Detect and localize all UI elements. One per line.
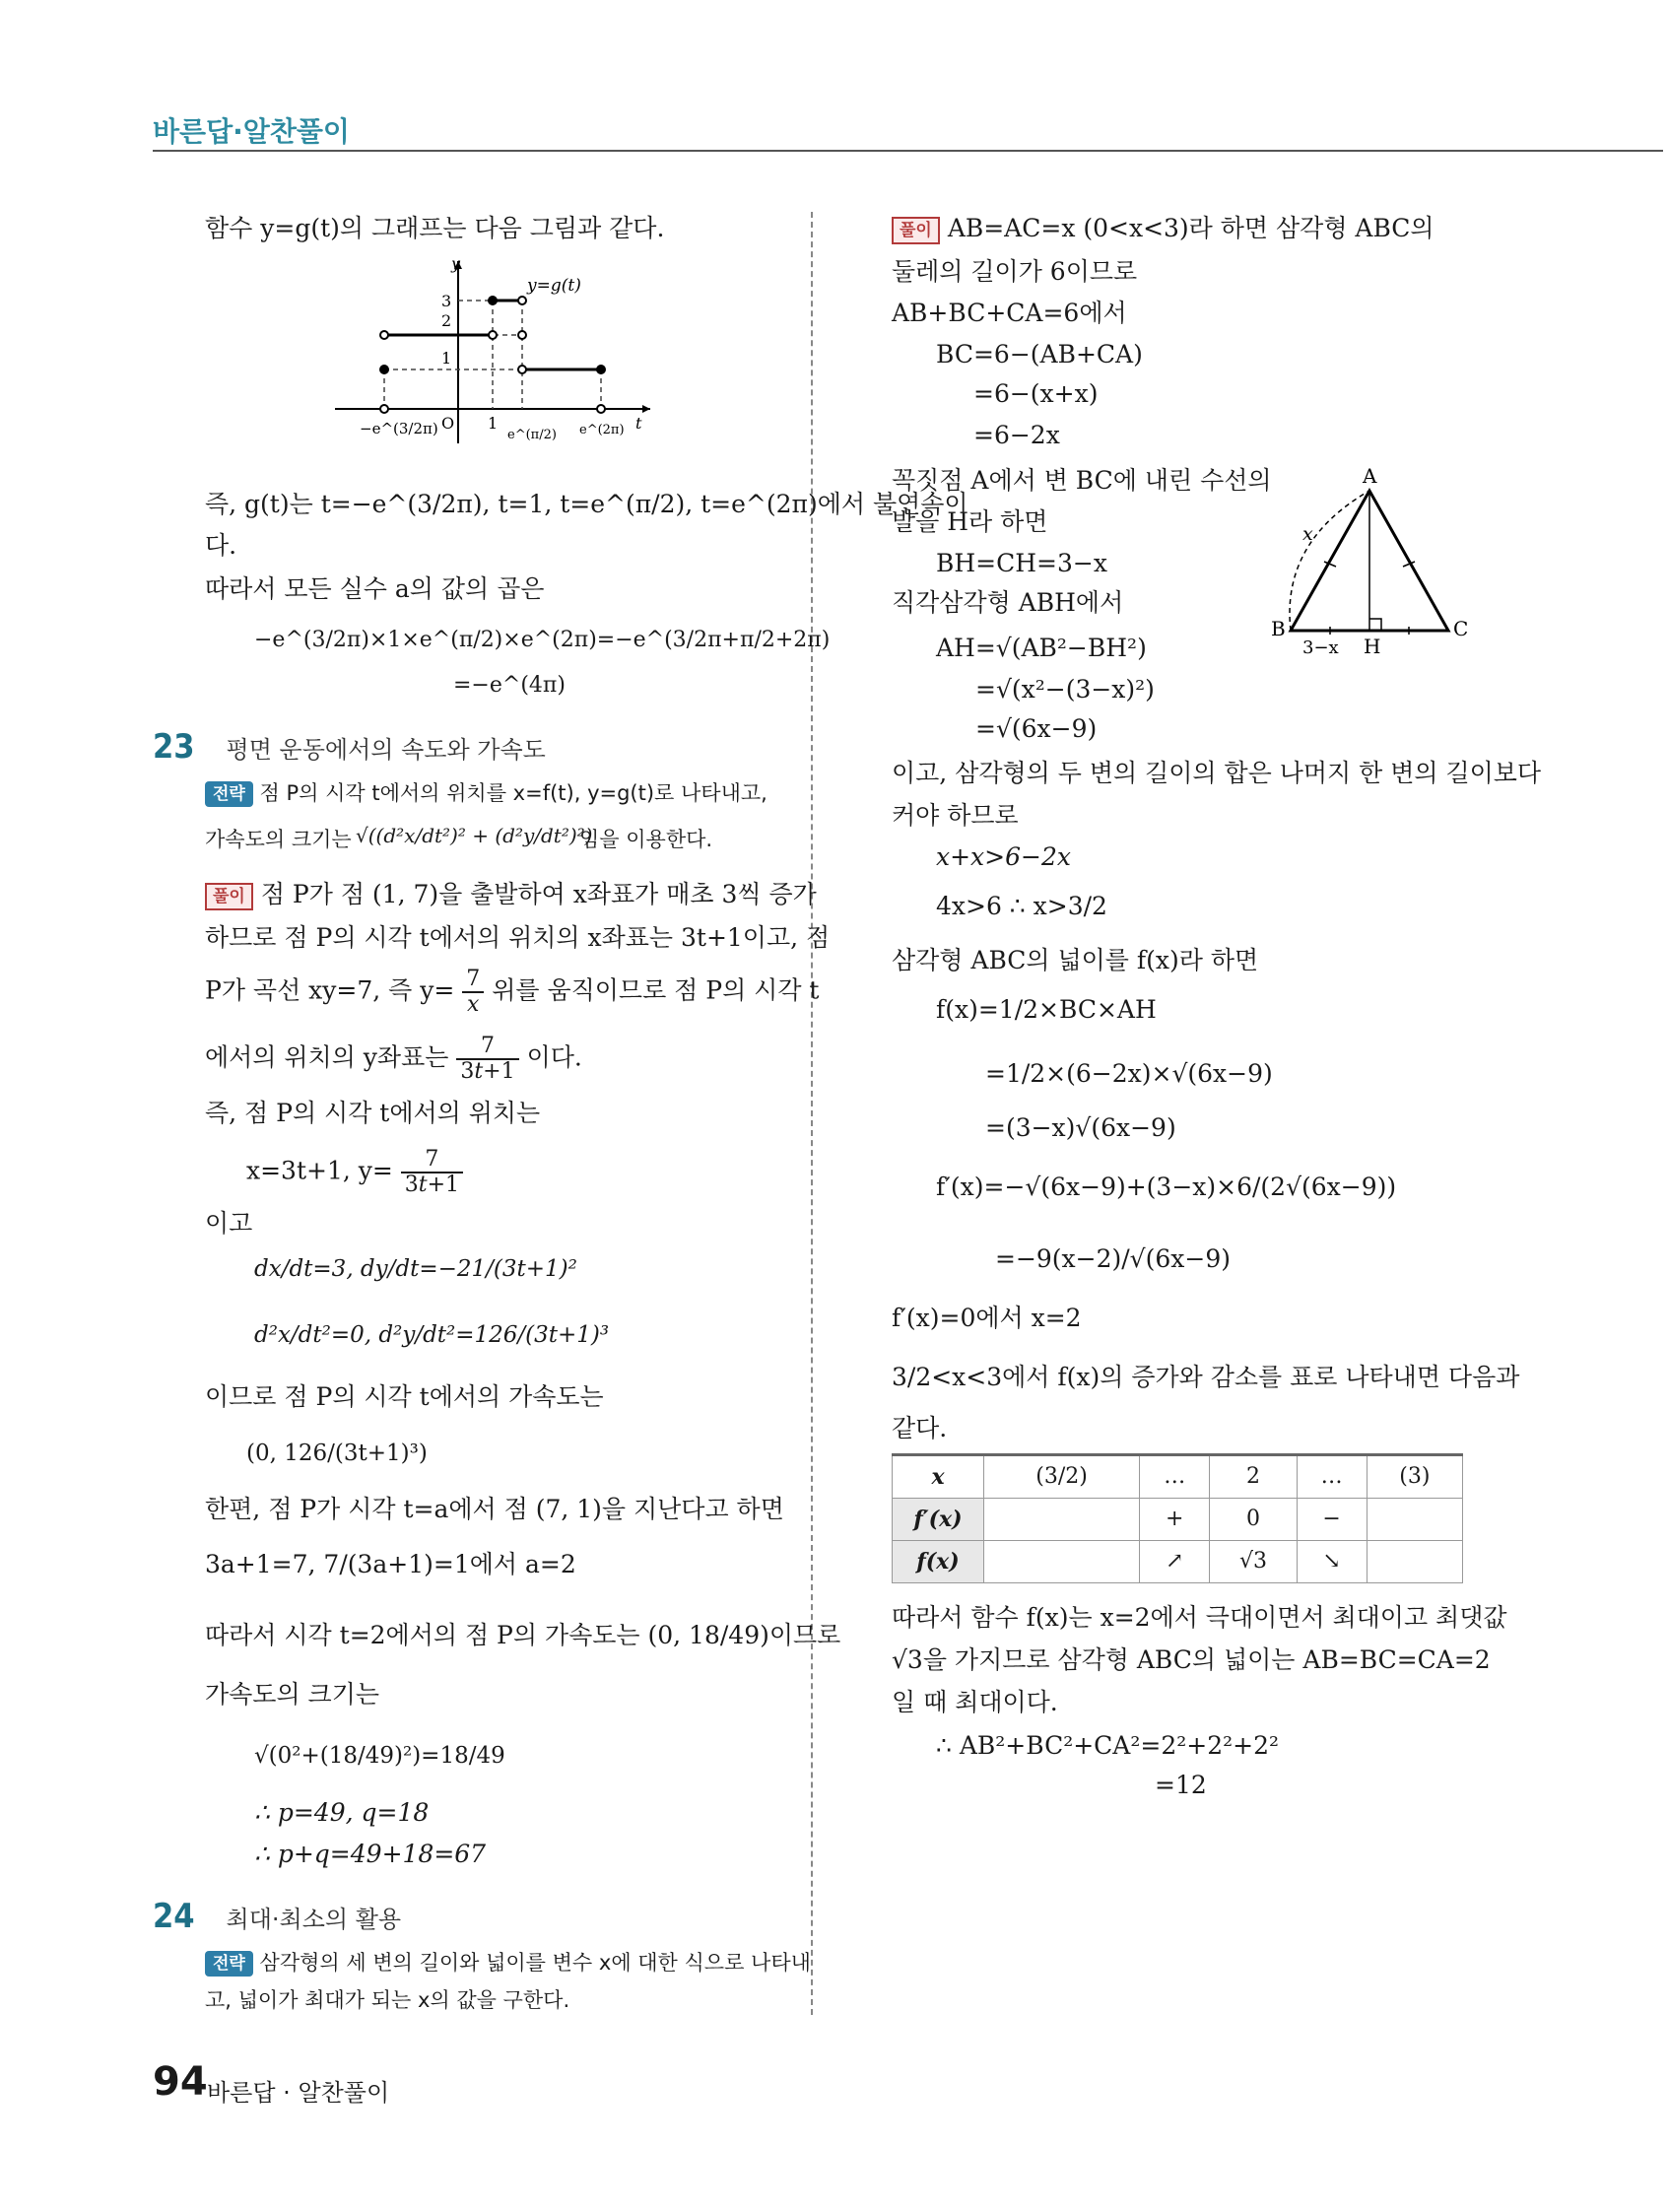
foot-h-label: H bbox=[1364, 635, 1381, 658]
vertex-c-label: C bbox=[1453, 617, 1469, 640]
magnitude-equation: √(0²+(18/49)²)=18/49 bbox=[254, 1743, 505, 1769]
table-cell bbox=[1367, 1541, 1462, 1583]
sec23-sol-line5: 즉, 점 P의 시각 t에서의 위치는 bbox=[205, 1099, 541, 1127]
table-cell: √3 bbox=[1210, 1541, 1297, 1583]
discontinuity-line2: 다. bbox=[205, 531, 237, 560]
table-header-row bbox=[893, 1455, 1463, 1499]
sec23-strategy-text2b: 임을 이용한다. bbox=[579, 828, 713, 851]
x-tick-e-2pi: e^(2π) bbox=[579, 423, 625, 437]
velocity-equation: dx/dt=3, dy/dt=−21/(3t+1)² bbox=[254, 1256, 577, 1282]
acc-vector: (0, 126/(3t+1)³) bbox=[246, 1441, 428, 1466]
r-line30: ∴ AB²+BC²+CA²=2²+2²+2² bbox=[936, 1731, 1280, 1760]
r-line26: 같다. bbox=[892, 1414, 948, 1442]
acceleration-equation: d²x/dt²=0, d²y/dt²=126/(3t+1)³ bbox=[254, 1322, 610, 1348]
table-cell: 2 bbox=[1210, 1455, 1297, 1499]
table-cell bbox=[984, 1541, 1140, 1583]
table-cell: ↗ bbox=[1140, 1541, 1210, 1583]
ieo-text: 이고 bbox=[205, 1209, 253, 1238]
r-text1: AB=AC=x (0<x<3)라 하면 삼각형 ABC의 bbox=[947, 214, 1434, 242]
r-line19: f(x)=1/2×BC×AH bbox=[936, 995, 1157, 1024]
y-axis-label: y bbox=[451, 254, 461, 273]
sec23-sol-text4a: 에서의 위치의 y좌표는 bbox=[205, 1042, 449, 1072]
r-line25: 3/2<x<3에서 f(x)의 증가와 감소를 표로 나타내면 다음과 bbox=[892, 1363, 1520, 1391]
r-line22: f′(x)=−√(6x−9)+(3−x)×6/(2√(6x−9)) bbox=[936, 1173, 1397, 1201]
table-cell: (3) bbox=[1367, 1455, 1462, 1499]
r-line5: =6−(x+x) bbox=[973, 379, 1099, 408]
variation-table bbox=[892, 1453, 1463, 1583]
section-23-number: 23 bbox=[153, 727, 195, 767]
table-cell bbox=[984, 1499, 1140, 1541]
r-line15: 커야 하므로 bbox=[892, 801, 1019, 830]
page-number: 94 bbox=[153, 2059, 208, 2105]
table-cell: f(x) bbox=[893, 1541, 984, 1583]
r-line24: f′(x)=0에서 x=2 bbox=[892, 1304, 1082, 1332]
sec23-sol-line2: 하므로 점 P의 시각 t에서의 위치의 x좌표는 3t+1이고, 점 bbox=[205, 923, 831, 952]
product-eq1: −e^(3/2π)×1×e^(π/2)×e^(2π)=−e^(3/2π+π/2+2π) bbox=[254, 628, 831, 652]
r-line4: BC=6−(AB+CA) bbox=[936, 340, 1143, 369]
sec24-strategy-text1: 삼각형의 세 변의 길이와 넓이를 변수 x에 대한 식으로 나타내 bbox=[259, 1951, 811, 1975]
r-line10: 직각삼각형 ABH에서 bbox=[892, 588, 1124, 617]
section-24-title: 최대·최소의 활용 bbox=[226, 1906, 402, 1933]
sec24-strategy-line2: 고, 넓이가 최대가 되는 x의 값을 구한다. bbox=[205, 1988, 570, 2012]
frac-pos-y: $\frac{7}{3t+1}$ bbox=[401, 1148, 463, 1197]
header-title: 바른답·알찬풀이 bbox=[153, 115, 350, 148]
r-line17: 4x>6 ∴ x>3/2 bbox=[936, 892, 1107, 920]
frac-7-over-x: $\frac{7}{x}$ bbox=[462, 968, 484, 1017]
solution-badge-right: 풀이 bbox=[892, 217, 940, 244]
table-cell: 0 bbox=[1210, 1499, 1297, 1541]
vertex-b-label: B bbox=[1271, 617, 1286, 640]
sum-result: ∴ p+q=49+18=67 bbox=[254, 1840, 487, 1868]
sec23-sol-text4b: 이다. bbox=[526, 1042, 582, 1072]
triangle-figure bbox=[1261, 463, 1478, 660]
r-line9: BH=CH=3−x bbox=[936, 549, 1107, 577]
x-tick-neg-e: −e^(3/2π) bbox=[360, 420, 438, 437]
r-line23: =−9(x−2)/√(6x−9) bbox=[995, 1244, 1231, 1273]
r-line31: =12 bbox=[1155, 1771, 1207, 1799]
section-24-number: 24 bbox=[153, 1897, 195, 1936]
table-cell: x bbox=[893, 1455, 984, 1499]
accel-magnitude-formula: √((d²x/dt²)² + (d²y/dt²)²) bbox=[356, 824, 593, 847]
product-intro: 따라서 모든 실수 a의 값의 곱은 bbox=[205, 574, 545, 603]
sec23-sol-text3a: P가 곡선 xy=7, 즉 y= bbox=[205, 975, 455, 1005]
sec23-strategy-text2a: 가속도의 크기는 bbox=[205, 828, 352, 851]
r-line12: =√(x²−(3−x)²) bbox=[975, 675, 1155, 704]
table-cell: f′(x) bbox=[893, 1499, 984, 1541]
r-line13: =√(6x−9) bbox=[975, 714, 1098, 743]
r-line18: 삼각형 ABC의 넓이를 f(x)라 하면 bbox=[892, 946, 1259, 974]
discontinuity-line1: 즉, g(t)는 t=−e^(3/2π), t=1, t=e^(π/2), t=e^(2π)에서 불연속이 bbox=[205, 490, 968, 518]
sec23-sol-text3b: 위를 움직이므로 점 P의 시각 t bbox=[492, 975, 820, 1005]
vertex-a-label: A bbox=[1363, 464, 1377, 488]
r-line20: =1/2×(6−2x)×√(6x−9) bbox=[985, 1059, 1273, 1088]
r-line2: 둘레의 길이가 6이므로 bbox=[892, 257, 1138, 286]
r-line11: AH=√(AB²−BH²) bbox=[936, 634, 1147, 662]
intro-text: 함수 y=g(t)의 그래프는 다음 그림과 같다. bbox=[205, 214, 665, 242]
pq-result: ∴ p=49, q=18 bbox=[254, 1798, 430, 1827]
origin-label: O bbox=[441, 414, 455, 433]
solution-badge: 풀이 bbox=[205, 883, 253, 910]
section-23-title: 평면 운동에서의 속도와 가속도 bbox=[226, 736, 546, 764]
table-cell: (3/2) bbox=[984, 1455, 1140, 1499]
r-line27: 따라서 함수 f(x)는 x=2에서 극대이면서 최대이고 최댓값 bbox=[892, 1603, 1507, 1632]
sec23-sol-text1: 점 P가 점 (1, 7)을 출발하여 x좌표가 매초 3씩 증가 bbox=[260, 880, 817, 908]
r-line6: =6−2x bbox=[973, 421, 1060, 449]
product-eq2: =−e^(4π) bbox=[453, 673, 566, 698]
r-line7: 꼭짓점 A에서 변 BC에 내린 수선의 bbox=[892, 466, 1272, 495]
r-line21: =(3−x)√(6x−9) bbox=[985, 1113, 1176, 1142]
acc-intro: 이므로 점 P의 시각 t에서의 가속도는 bbox=[205, 1382, 604, 1411]
side-x-label: x bbox=[1302, 523, 1313, 545]
curve-label: y=g(t) bbox=[527, 276, 581, 296]
position-eq-text: x=3t+1, y= bbox=[246, 1156, 393, 1185]
r-line14: 이고, 삼각형의 두 변의 길이의 합은 나머지 한 변의 길이보다 bbox=[892, 759, 1542, 787]
mag-intro: 가속도의 크기는 bbox=[205, 1680, 379, 1709]
pass-line: 한편, 점 P가 시각 t=a에서 점 (7, 1)을 지난다고 하면 bbox=[205, 1495, 784, 1523]
pass-equation: 3a+1=7, 7/(3a+1)=1에서 a=2 bbox=[205, 1550, 576, 1578]
y-tick-1: 1 bbox=[441, 349, 452, 368]
frac-7-over-3t1: $\frac{7}{3t+1}$ bbox=[456, 1035, 518, 1084]
table-cell: + bbox=[1140, 1499, 1210, 1541]
r-line3: AB+BC+CA=6에서 bbox=[892, 299, 1127, 327]
x-tick-1: 1 bbox=[488, 414, 499, 433]
at2-line: 따라서 시각 t=2에서의 점 P의 가속도는 (0, 18/49)이므로 bbox=[205, 1621, 841, 1649]
y-tick-3: 3 bbox=[441, 292, 452, 310]
table-row bbox=[893, 1499, 1463, 1541]
table-cell: ↘ bbox=[1297, 1541, 1367, 1583]
r-line29: 일 때 최대이다. bbox=[892, 1688, 1058, 1716]
sec23-strategy-text1: 점 P의 시각 t에서의 위치를 x=f(t), y=g(t)로 나타내고, bbox=[259, 781, 767, 805]
strategy-badge: 전략 bbox=[205, 781, 253, 807]
strategy-badge-24: 전략 bbox=[205, 1951, 253, 1977]
table-cell bbox=[1367, 1499, 1462, 1541]
r-line28: √3을 가지므로 삼각형 ABC의 넓이는 AB=BC=CA=2 bbox=[892, 1645, 1491, 1674]
r-line16: x+x>6−2x bbox=[936, 842, 1071, 871]
x-tick-e-pi2: e^(π/2) bbox=[507, 428, 557, 442]
r-line1 bbox=[892, 209, 1434, 248]
r-line8: 발을 H라 하면 bbox=[892, 507, 1048, 536]
base-label: 3−x bbox=[1302, 637, 1339, 658]
table-cell: … bbox=[1140, 1455, 1210, 1499]
y-tick-2: 2 bbox=[441, 311, 452, 330]
t-axis-label: t bbox=[635, 414, 642, 433]
table-cell: − bbox=[1297, 1499, 1367, 1541]
footer-label: 바른답 · 알찬풀이 bbox=[207, 2079, 390, 2107]
table-cell: … bbox=[1297, 1455, 1367, 1499]
table-row bbox=[893, 1541, 1463, 1583]
